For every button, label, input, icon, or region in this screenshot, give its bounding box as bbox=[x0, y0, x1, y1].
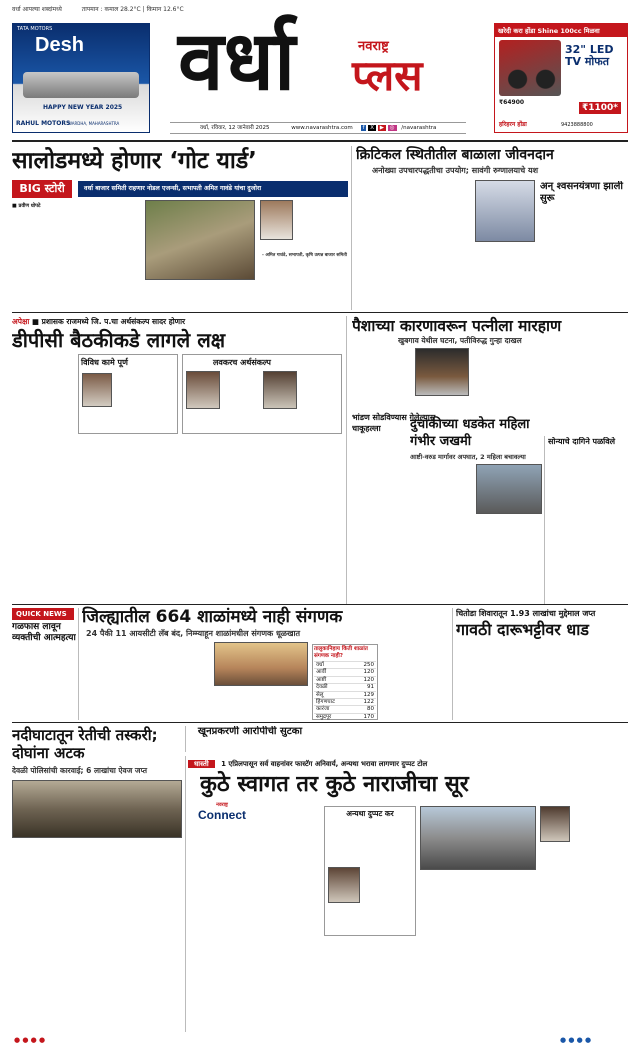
lead-byline: ■ प्रवीण धोपटे bbox=[12, 203, 41, 209]
dpdc-body-4 bbox=[212, 438, 276, 604]
ad-right-tv: 32" LED TV मोफत bbox=[565, 43, 614, 68]
dpdc-body-5 bbox=[280, 438, 342, 604]
lead-caption: - अमित गावंडे, सभापती, कृषि उत्पन्न बाजार समिती bbox=[262, 253, 347, 258]
sand-sub: देवळी पोलिसांची कारवाई; 6 लाखांचा ऐवज जप्त bbox=[12, 766, 148, 775]
wife-body-1 bbox=[352, 350, 412, 410]
ad-right-dealer: हरिहरन होंडा bbox=[499, 121, 527, 128]
instagram-icon[interactable]: ◎ bbox=[389, 125, 395, 131]
quick-news-headline: गळफास लावून व्यक्तीची आत्महत्या bbox=[12, 622, 76, 643]
official-photo-4 bbox=[328, 867, 360, 903]
doctors-photo bbox=[475, 180, 535, 242]
sand-headline: नदीघाटातून रेतीची तस्करी; दोघांना अटक bbox=[12, 726, 158, 762]
critical-sub: अनोख्या उपचारपद्धतीचा उपयोग; सावंगी रुग्णालयाचे यश bbox=[372, 166, 539, 175]
schools-body-4 bbox=[382, 642, 446, 720]
topline bbox=[12, 5, 628, 14]
masthead-subtitle-top: नवराष्ट्र bbox=[358, 39, 389, 54]
bhandan-headline: भांडण सोडविण्यास गेलेल्यास चाकूहल्ला bbox=[352, 413, 436, 433]
official-photo-2 bbox=[186, 371, 220, 409]
wife-headline: पैशाच्या कारणावरून पत्नीला मारहाण bbox=[352, 317, 562, 335]
wife-body-2 bbox=[472, 350, 540, 410]
cyber-headline: अन् श्वसनयंत्रणा झाली सुरू bbox=[540, 181, 623, 204]
dpdc-box-2 bbox=[182, 354, 342, 434]
table-row bbox=[314, 668, 376, 675]
sonyache-body bbox=[548, 450, 628, 604]
critical-headline: क्रिटिकल स्थितीतील बाळाला जीवनदान bbox=[356, 147, 554, 163]
school-count: 80 bbox=[367, 706, 374, 713]
ad-left-dealer-sub: WARDHA, MAHARASHTRA bbox=[68, 121, 120, 126]
school-count: 120 bbox=[363, 676, 374, 683]
youtube-icon[interactable]: ▶ bbox=[379, 125, 384, 131]
weather-readout: तापमान : कमाल 28.2°C | किमान 12.6°C bbox=[81, 6, 184, 13]
school-count: 250 bbox=[363, 662, 374, 668]
dateline-bar bbox=[170, 122, 466, 134]
sand-body-1 bbox=[12, 842, 66, 1032]
schools-headline: जिल्ह्यातील 664 शाळांमध्ये नाही संगणक bbox=[82, 607, 343, 627]
hsrp-box bbox=[324, 806, 416, 936]
table-row bbox=[314, 676, 376, 683]
social-icons[interactable]: f bbox=[362, 125, 365, 131]
wife-body-3 bbox=[544, 350, 628, 434]
lead-quote bbox=[296, 202, 348, 250]
liquor-headline-top: चितोडा शिवारातून 1.93 लाखांचा मुद्देमाल जप्त bbox=[456, 609, 596, 618]
official-photo-3 bbox=[263, 371, 297, 409]
toll-plaza-photo bbox=[420, 806, 536, 870]
official-photo-1 bbox=[82, 373, 112, 407]
connect-logo: नवराष्ट्र Connect bbox=[198, 802, 246, 822]
ad-left-greeting: HAPPY NEW YEAR 2025 bbox=[43, 104, 123, 111]
box2-title: लवकरच अर्थसंकल्प bbox=[213, 358, 271, 367]
ad-right-phone: 9423888800 bbox=[561, 122, 593, 128]
schools-table-rows bbox=[314, 661, 376, 720]
critical-body-3 bbox=[475, 246, 535, 310]
quick-news-body bbox=[12, 646, 76, 720]
ad-left-dealer: RAHUL MOTORS bbox=[16, 120, 71, 127]
school-count: 120 bbox=[363, 669, 374, 676]
ad-left-model: Desh bbox=[35, 34, 84, 56]
table-row bbox=[314, 691, 376, 698]
bhandan-body-1 bbox=[352, 437, 406, 604]
ad-left-brand: TATA MOTORS bbox=[17, 26, 53, 32]
dpdc-body-3 bbox=[144, 438, 208, 604]
table-row bbox=[314, 705, 376, 712]
dpdc-body-1 bbox=[12, 354, 74, 604]
taluka-name: समुद्रपूर bbox=[316, 713, 332, 720]
schools-body-1 bbox=[82, 642, 140, 720]
schools-sub: 24 पैकी 11 आयसीटी लॅब बंद, निम्म्याहून शाळांमधील संगणक धूळखात bbox=[86, 629, 301, 638]
hsrp-body-6 bbox=[540, 846, 628, 1032]
school-illustration bbox=[214, 642, 308, 686]
schools-body-3 bbox=[214, 690, 308, 720]
liquor-body-2 bbox=[516, 642, 572, 720]
table-row bbox=[314, 713, 376, 720]
hsrp-body-1 bbox=[190, 836, 254, 1032]
critical-body-2 bbox=[416, 180, 472, 310]
registration-mark-left: ● ● ● ● bbox=[14, 1036, 46, 1044]
gawande-photo bbox=[260, 200, 293, 240]
accident-body-2 bbox=[476, 518, 542, 604]
school-count: 91 bbox=[367, 684, 374, 691]
dateline: वर्धा, रविवार, 12 जानेवारी 2025 bbox=[200, 125, 270, 131]
accident-photo bbox=[476, 464, 542, 514]
schools-body-2 bbox=[144, 642, 210, 720]
x-icon[interactable]: X bbox=[370, 125, 374, 131]
hsrp-body-3 bbox=[324, 940, 416, 1032]
ad-left[interactable] bbox=[12, 23, 150, 133]
quick-news-label: QUICK NEWS bbox=[12, 608, 74, 620]
topline-left: वर्धा आपल्या शब्दांमध्ये bbox=[12, 6, 62, 13]
truck-image bbox=[23, 72, 139, 98]
hsrp-body-5 bbox=[480, 874, 536, 1032]
ad-right[interactable] bbox=[494, 23, 628, 133]
dpdc-headline: डीपीसी बैठकीकडे लागले लक्ष bbox=[12, 328, 226, 352]
lead-body-4 bbox=[214, 264, 278, 310]
box1-title: विविध कामे पूर्ण bbox=[81, 358, 128, 367]
table-row bbox=[314, 683, 376, 690]
hsrp-strap: धास्ती 1 एप्रिलपासून सर्व वाहनांवर फास्टॅग अनिवार्य, अन्यथा भरावा लागणार दुप्पट टोल bbox=[188, 758, 628, 770]
registration-mark-right: ● ● ● ● bbox=[560, 1036, 592, 1044]
ad-right-headline: खरेदी करा होंडा Shine 100cc मिळवा bbox=[495, 24, 627, 37]
masthead-subtitle-bottom: प्लस bbox=[352, 51, 423, 100]
critical-body-1 bbox=[356, 180, 412, 310]
social-handle[interactable]: /navarashtra bbox=[401, 125, 437, 131]
schools-table-title: तालुकानिहाय किती शाळांत संगणक नाही? bbox=[314, 646, 368, 659]
taluka-name: कारंजा bbox=[316, 706, 330, 713]
hsrp-body-2 bbox=[258, 806, 320, 1032]
accident-sub: आष्टी-वरुड मार्गावर अपघात, 2 महिला बचावल्या bbox=[410, 453, 526, 461]
lead-kicker: वर्धा बाजार समिती राहणार नोडल एजन्सी, सभापती अमित गावंडे यांचा दुजोरा bbox=[78, 181, 348, 197]
accident-headline: दुचाकीच्या धडकेत महिला गंभीर जखमी bbox=[410, 417, 530, 449]
hsrp-quote bbox=[574, 806, 628, 842]
school-count: 122 bbox=[363, 699, 374, 706]
table-row bbox=[314, 661, 376, 668]
wife-photo bbox=[415, 348, 469, 396]
sand-body-3 bbox=[128, 842, 182, 1032]
lead-body-3 bbox=[145, 284, 211, 310]
accident-body-1 bbox=[410, 464, 472, 604]
dpdc-box-1 bbox=[78, 354, 178, 434]
sonyache-headline: सोन्याचे दागिने पळविले bbox=[548, 437, 616, 446]
school-count: 129 bbox=[363, 691, 374, 698]
wife-sub: खुबगाव येथील घटना, पतीविरुद्ध गुन्हा दाखल bbox=[398, 336, 522, 345]
taluka-name: वर्धा bbox=[316, 662, 324, 668]
taluka-name: हिंगणघाट bbox=[316, 699, 335, 706]
header-rule bbox=[12, 140, 628, 142]
hsrp-box-title: अन्यथा दुप्पट कर bbox=[346, 809, 394, 818]
hsrp-headline: कुठे स्वागत तर कुठे नाराजीचा सूर bbox=[200, 772, 469, 797]
masthead-title: वर्धा bbox=[178, 14, 296, 109]
taluka-name: सेलू bbox=[316, 691, 324, 698]
taluka-name: देवळी bbox=[316, 684, 328, 691]
sand-body-2 bbox=[70, 842, 124, 1032]
liquor-headline: गावठी दारूभट्टीवर धाड bbox=[456, 620, 589, 639]
acquit-body bbox=[190, 752, 310, 757]
ad-right-price: ₹64900 bbox=[499, 99, 525, 106]
liquor-body-3 bbox=[576, 642, 628, 720]
sand-photo bbox=[12, 780, 182, 838]
bike-image bbox=[499, 40, 561, 96]
lead-body-2 bbox=[78, 210, 140, 310]
liquor-body-1 bbox=[456, 642, 512, 720]
cyber-body bbox=[540, 209, 628, 310]
schools-table bbox=[312, 644, 378, 720]
school-count: 170 bbox=[363, 713, 374, 720]
lead-body-5 bbox=[282, 264, 348, 310]
dpdc-strap: अपेक्षा ■ प्रशासक राजमध्ये जि. प.चा अर्थसंकल्प सादर होणार bbox=[12, 317, 186, 326]
lead-headline: सालोडमध्ये होणार ‘गोट यार्ड’ bbox=[12, 148, 257, 174]
ad-right-emi: ₹1100* bbox=[579, 102, 621, 114]
big-story-badge: BIG स्टोरी bbox=[12, 180, 72, 198]
lead-body-1 bbox=[12, 210, 74, 310]
acquit-headline: खूनप्रकरणी आरोपीची सुटका bbox=[197, 726, 303, 737]
taluka-name: आर्वी bbox=[316, 669, 327, 676]
dpdc-body-2 bbox=[78, 438, 140, 604]
hsrp-body-4 bbox=[420, 874, 476, 1032]
table-row bbox=[314, 698, 376, 705]
taluka-name: आष्टी bbox=[316, 676, 327, 683]
official-photo-5 bbox=[540, 806, 570, 842]
website-link[interactable]: www.navarashtra.com bbox=[291, 125, 353, 131]
